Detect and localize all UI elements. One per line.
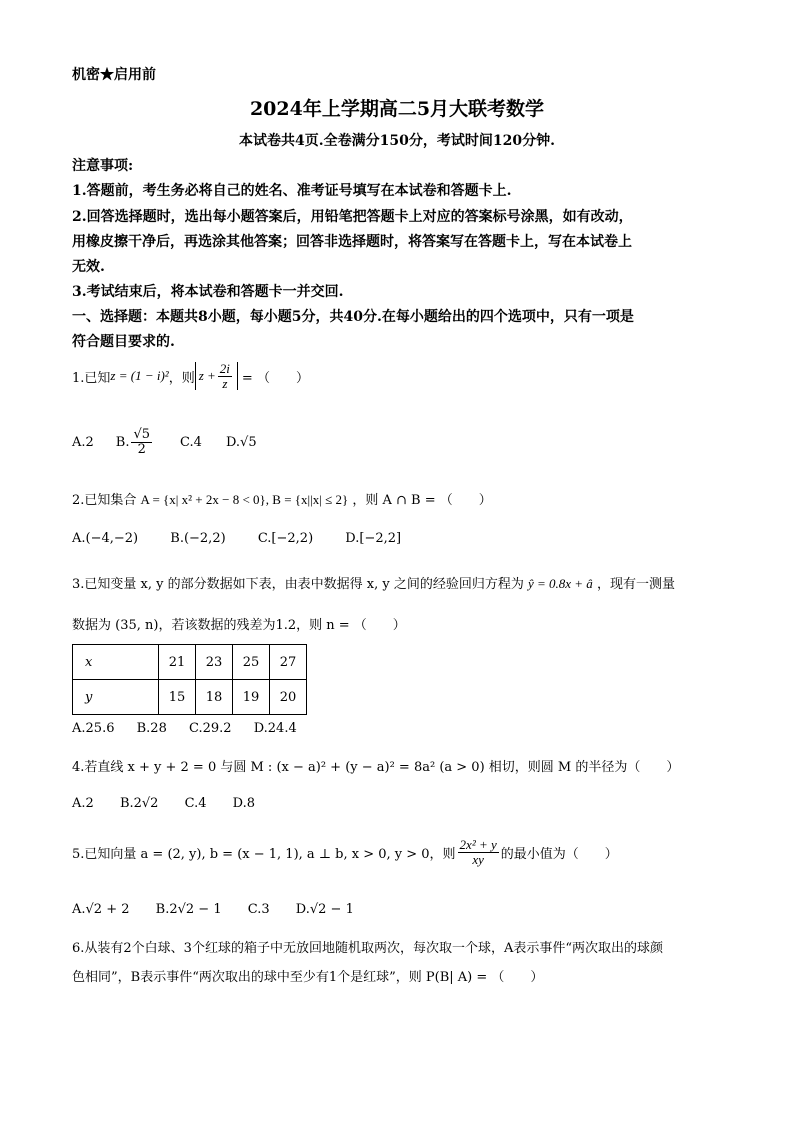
q5-option-b: B.2√2 − 1 [155, 902, 222, 917]
q1-option-b-den: 2 [137, 441, 146, 457]
q3-option-c: C.29.2 [188, 721, 232, 736]
row-x-label: x [73, 645, 159, 680]
q1-option-d: D.√5 [225, 434, 257, 450]
q5-frac-num: 2x² + y [459, 837, 497, 852]
section-heading-line-1: 一、选择题：本题共8小题，每小题5分，共40分.在每小题给出的四个选项中，只有一项是 [72, 309, 634, 325]
table-row [73, 645, 307, 680]
q5-fraction [458, 838, 499, 866]
note-1: 1.答题前，考生务必将自己的姓名、准考证号填写在本试卷和答题卡上. [72, 183, 512, 199]
q3-line-1a: 3.已知变量 x, y 的部分数据如下表，由表中数据得 x, y 之间的经验回归方程为 [72, 577, 524, 592]
cell-x-2: 23 [196, 645, 233, 680]
notes-heading: 注意事项: [72, 158, 134, 174]
q1-options [72, 428, 257, 456]
q1-suffix: = （ ） [241, 370, 309, 386]
cell-x-4: 27 [270, 645, 307, 680]
q1-option-b-label: B. [115, 434, 130, 450]
q1-expr: z = (1 − i)² [110, 368, 169, 384]
section-heading-line-2: 符合题目要求的. [72, 334, 175, 350]
cell-x-1: 21 [159, 645, 196, 680]
cell-y-4: 20 [270, 680, 307, 715]
q2-option-b: B.(−2,2) [170, 531, 226, 546]
q3-data-table [72, 644, 307, 715]
q4-option-a: A.2 [72, 796, 94, 811]
q5-option-c: C.3 [247, 902, 270, 917]
cell-y-1: 15 [159, 680, 196, 715]
cell-y-3: 19 [233, 680, 270, 715]
cell-y-2: 18 [196, 680, 233, 715]
q5-frac-den: xy [472, 851, 484, 867]
q3-option-d: D.24.4 [253, 721, 297, 736]
note-2-line-1: 2.回答选择题时，选出每小题答案后，用铅笔把答题卡上对应的答案标号涂黑，如有改动， [72, 209, 633, 225]
confidential-mark: 机密★启用前 [72, 67, 156, 83]
q3-option-b: B.28 [136, 721, 167, 736]
q5-option-a: A.√2 + 2 [72, 902, 130, 917]
q6-line-2: 色相同”，B表示事件“两次取出的球中至少有1个是红球”，则 P(B| A) = （ ） [72, 970, 544, 985]
q4-option-d: D.8 [232, 796, 255, 811]
q2-option-d: D.[−2,2] [345, 531, 402, 546]
q3-line-1 [72, 573, 675, 592]
q1-frac-num: 2i [219, 361, 230, 376]
q2-option-a: A.(−4,−2) [72, 531, 139, 546]
q2-suffix: ，则 A ∩ B = （ ） [352, 493, 492, 508]
question-4: 4.若直线 x + y + 2 = 0 与圆 M : (x − a)² + (y − a)² = 8a² (a > 0) 相切，则圆 M 的半径为（ ） [72, 760, 680, 775]
q3-line-2: 数据为 (35, n)，若该数据的残差为1.2，则 n = （ ） [72, 618, 406, 633]
q3-options [72, 721, 297, 736]
q1-option-a: A.2 [72, 434, 94, 450]
note-2-line-3: 无效. [72, 259, 105, 275]
q2-prefix: 2.已知集合 [72, 493, 137, 508]
q1-option-b-num: √5 [133, 427, 151, 442]
question-2 [72, 489, 492, 508]
q1-frac-den: z [222, 375, 228, 391]
q2-sets: A = {x| x² + 2x − 8 < 0}, B = {x||x| ≤ 2} [140, 492, 349, 507]
question-5 [72, 838, 618, 866]
q4-option-c: C.4 [184, 796, 207, 811]
q2-option-c: C.[−2,2) [257, 531, 314, 546]
q1-fraction [218, 362, 232, 390]
q1-prefix: 1.已知 [72, 370, 111, 386]
question-1 [72, 362, 309, 390]
q5-suffix: 的最小值为（ ） [500, 846, 618, 862]
q3-regression-eq: ŷ = 0.8x + â [527, 576, 593, 591]
q5-options [72, 902, 354, 917]
q3-option-a: A.25.6 [72, 721, 115, 736]
q6-line-1: 6.从装有2个白球、3个红球的箱子中无放回地随机取两次，每次取一个球，A表示事件“两次取出的球颜 [72, 941, 663, 956]
q1-option-b-fraction [131, 428, 152, 456]
note-3: 3.考试结束后，将本试卷和答题卡一并交回. [72, 284, 344, 300]
q2-options [72, 531, 401, 546]
q1-abs-expr [195, 362, 238, 390]
q3-line-1c: ，现有一测量 [596, 577, 675, 592]
table-row [73, 680, 307, 715]
q1-abs-left: z + [198, 368, 216, 384]
q5-option-d: D.√2 − 1 [295, 902, 354, 917]
cell-x-3: 25 [233, 645, 270, 680]
note-2-line-2: 用橡皮擦干净后，再选涂其他答案；回答非选择题时，将答案写在答题卡上，写在本试卷上 [72, 234, 632, 250]
row-y-label: y [73, 680, 159, 715]
q1-mid: ，则 [168, 370, 195, 386]
page-subtitle: 本试卷共4页.全卷满分150分，考试时间120分钟. [239, 133, 555, 149]
q4-option-b: B.2√2 [119, 796, 159, 811]
q4-options [72, 796, 255, 811]
q5-prefix: 5.已知向量 a = (2, y), b = (x − 1, 1), a ⊥ b, x > 0, y > 0，则 [72, 846, 456, 862]
q1-option-c: C.4 [180, 434, 202, 450]
page-title: 2024年上学期高二5月大联考数学 [249, 98, 545, 120]
